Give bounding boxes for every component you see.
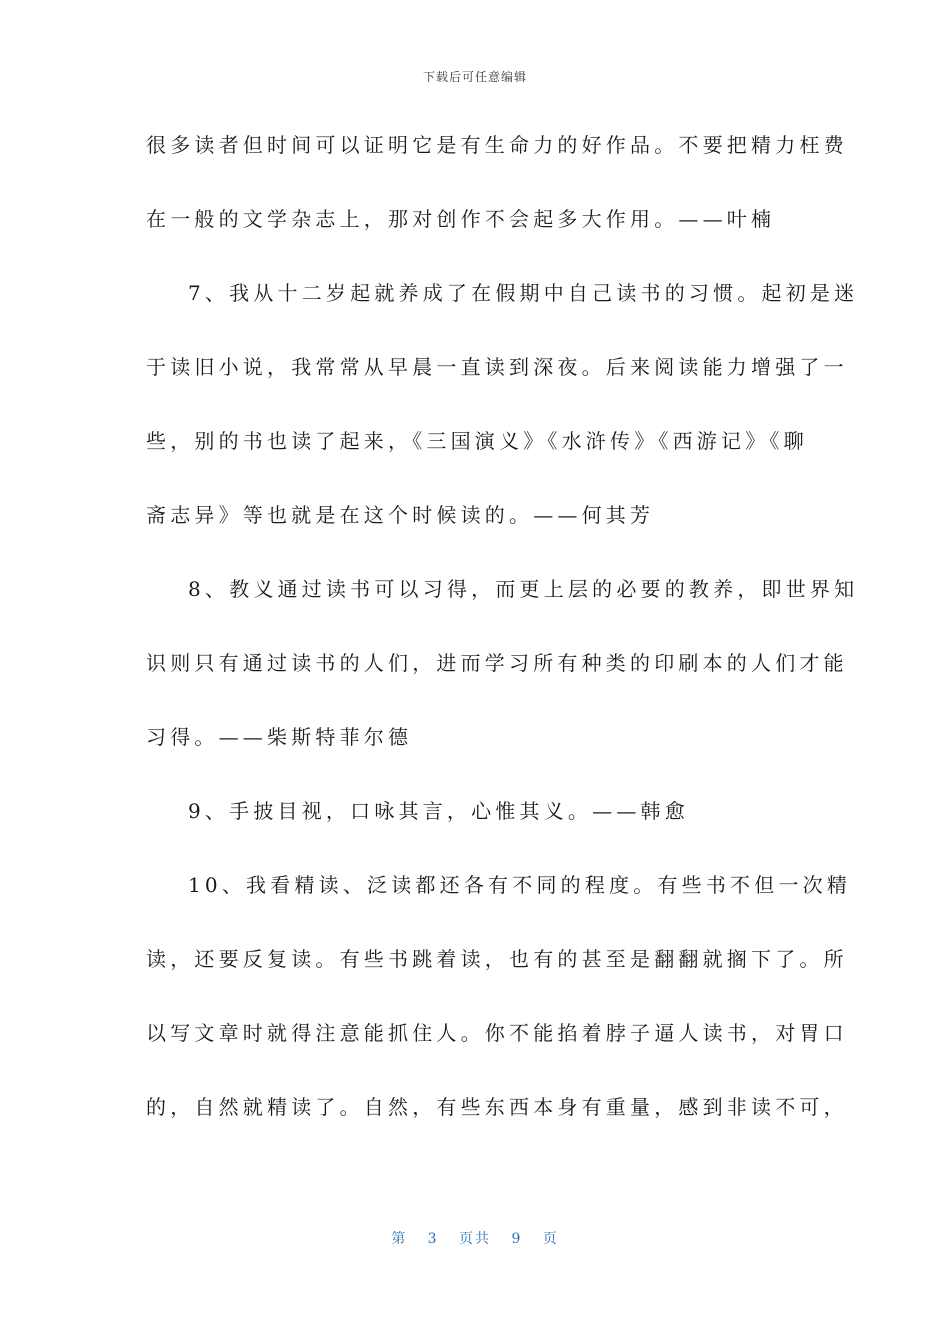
text-line-14: 的，自然就精读了。自然，有些东西本身有重量，感到非读不可，	[146, 1095, 848, 1119]
text-line-3: 7、我从十二岁起就养成了在假期中自己读书的习惯。起初是迷	[188, 281, 859, 305]
text-line-6: 斋志异》等也就是在这个时候读的。——何其芳	[146, 503, 655, 527]
page-number-footer: 第 3 页共 9 页	[391, 1231, 559, 1247]
text-line-9: 习得。——柴斯特菲尔德	[146, 725, 413, 749]
text-line-8: 识则只有通过读书的人们，进而学习所有种类的印刷本的人们才能	[146, 651, 848, 675]
text-line-10: 9、手披目视，口咏其言，心惟其义。——韩愈	[188, 799, 689, 823]
text-line-1: 很多读者但时间可以证明它是有生命力的好作品。不要把精力枉费	[146, 133, 848, 157]
text-line-5: 些，别的书也读了起来，《三国演义》《水浒传》《西游记》《聊	[146, 429, 808, 453]
text-line-4: 于读旧小说，我常常从早晨一直读到深夜。后来阅读能力增强了一	[146, 355, 848, 379]
page-header-note: 下载后可任意编辑	[422, 70, 527, 84]
text-line-12: 读，还要反复读。有些书跳着读，也有的甚至是翻翻就搁下了。所	[146, 947, 848, 971]
document-body	[146, 118, 859, 1154]
text-line-13: 以写文章时就得注意能抓住人。你不能掐着脖子逼人读书，对胃口	[146, 1021, 848, 1045]
text-line-7: 8、教义通过读书可以习得，而更上层的必要的教养，即世界知	[188, 577, 859, 601]
text-line-11: 10、我看精读、泛读都还各有不同的程度。有些书不但一次精	[188, 873, 852, 897]
text-line-2: 在一般的文学杂志上，那对创作不会起多大作用。——叶楠	[146, 207, 776, 231]
